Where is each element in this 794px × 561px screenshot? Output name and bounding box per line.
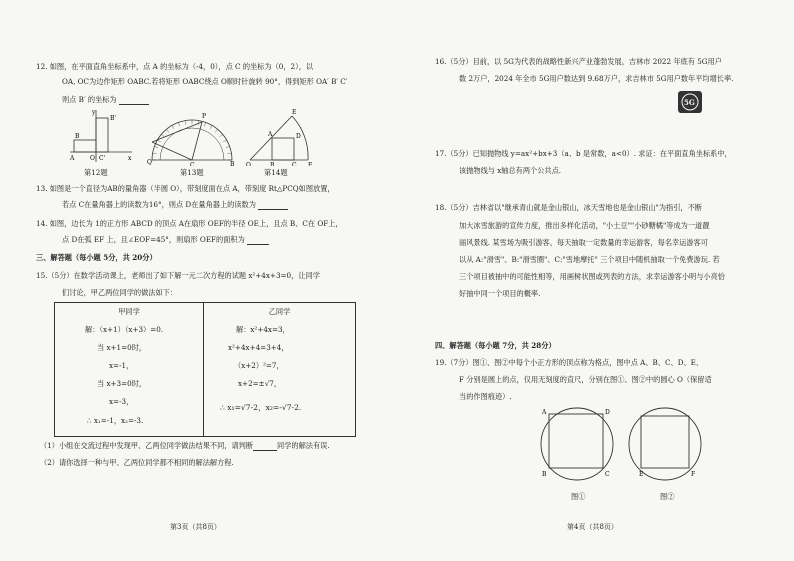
q15-line1: 15.（5分）在数学活动课上，老师出了如下解一元二次方程的试题 x²+4x+3=0，让同学	[36, 271, 320, 280]
svg-text:E: E	[292, 109, 297, 116]
svg-text:B: B	[75, 133, 80, 140]
solutions-box	[54, 302, 356, 437]
jia-title: 甲同学	[118, 307, 140, 316]
fig2-caption: 图②	[660, 492, 675, 501]
q18-line4: 以从 A:"滑雪"、B:"滑雪圈"、C:"雪地摩托" 三个项目中随机抽取一个免费游玩. 若	[459, 255, 720, 264]
section-3-title: 三、解答题（每小题 5分，共 20分）	[36, 253, 157, 262]
yi-line: x+2=±√7，	[238, 379, 282, 388]
svg-text:C: C	[605, 471, 610, 478]
q14-line1: 14. 如图，边长为 1的正方形 ABCD 的顶点 A在扇形 OEF的半径 OE上，且点 B、C在 OF上，	[36, 219, 343, 228]
q15-sub2: （2）请你选择一种与甲、乙两位同学都不相同的解法解方程.	[40, 458, 234, 467]
jia-line: x=-3，	[109, 397, 134, 406]
q16-line2: 数 2万户，2024 年全市 5G用户数达到 9.68万户，求吉林市 5G用户数年平均增长率.	[459, 74, 734, 83]
q12-line3: 则点 B′ 的坐标为	[62, 95, 149, 105]
jia-line: ∴ x₁=-1，x₂=-3.	[87, 416, 144, 425]
svg-text:A: A	[70, 155, 75, 162]
q12-line1: 12. 如图，在平面直角坐标系中，点 A 的坐标为（-4，0），点 C 的坐标为（0，2），以	[36, 62, 314, 71]
protractor-tick	[215, 129, 218, 132]
page-footer: 第3页（共8页）	[170, 523, 221, 531]
q18-line6: 好抽中同一个项目的概率.	[459, 289, 541, 298]
yi-title: 乙同学	[268, 307, 291, 316]
svg-text:F: F	[691, 471, 696, 478]
q18-line3: 丽风景线. 某雪场为吸引游客，每天抽取一定数量的幸运游客，每名幸运游客可	[459, 238, 708, 247]
protractor-tick	[204, 122, 205, 126]
protractor-tick	[226, 146, 230, 147]
svg-text:O: O	[246, 162, 251, 166]
fig1-caption: 图①	[571, 492, 586, 501]
svg-text:B': B'	[110, 115, 117, 122]
svg-text:C': C'	[99, 155, 106, 162]
figure-1-circle	[537, 402, 617, 484]
yi-line: x²+4x+4=3+4，	[228, 343, 289, 352]
q17-line2: 该抛物线与 x轴总有两个公共点.	[459, 166, 562, 175]
svg-text:B: B	[270, 162, 275, 166]
svg-text:D: D	[605, 409, 610, 416]
q19-line3: 当的作图痕迹）.	[459, 392, 512, 401]
svg-text:C: C	[190, 162, 195, 166]
svg-text:A: A	[268, 131, 273, 138]
fig13-caption: 第13题	[180, 168, 204, 177]
fig14-caption: 第14题	[264, 168, 288, 177]
yi-line: ∴ x₁=√7-2，x₂=-√7-2.	[220, 403, 302, 412]
protractor-tick	[178, 122, 179, 126]
jia-line: x=-1，	[109, 361, 134, 370]
protractor-tick	[185, 121, 186, 125]
svg-text:D: D	[296, 133, 301, 140]
figure-13	[146, 106, 236, 166]
protractor-tick	[198, 121, 199, 125]
protractor-tick	[172, 125, 174, 128]
figure-2-circle	[623, 402, 705, 484]
section-4-title: 四、解答题（每小题 7分，共 28分）	[435, 341, 556, 350]
protractor-tick	[227, 153, 231, 154]
q17-line1: 17.（5分）已知抛物线 y=ax²+bx+3（a、b 是常数，a<0）. 求证：在平面直角坐标系中，	[435, 149, 732, 158]
jia-line: 解：（x+1）（x+3）=0.	[85, 325, 164, 334]
q18-line1: 18.（5分）吉林省以"继承青山就是金山银山，冰天雪地也是金山银山"为指引，不断	[435, 203, 702, 212]
q18-line5: 三个项目被抽中的可能性相等，用画树状图或列表的方法，求幸运游客小明与小亮恰	[459, 272, 725, 281]
q13-line1: 13. 如图是一个直径为AB的量角器（半圆 O），带刻度面在点 A，带刻度 Rt△PCQ如图放置，	[36, 184, 335, 193]
q19-line2: F 分别是圆上的点，仅用无刻度的直尺，分别在图①、图②中的圆心 O（保留适	[459, 375, 712, 384]
jia-line: 当 x+1=0时，	[97, 343, 147, 352]
q18-line2: 加大冰雪旅游的宣传力度，推出多样化活动，"小土豆""小砂糖橘"等成为一道靓	[459, 221, 710, 230]
protractor-tick	[161, 134, 164, 137]
svg-text:O: O	[90, 155, 95, 162]
svg-text:P: P	[202, 113, 207, 120]
svg-text:Q: Q	[147, 159, 152, 166]
figure-14	[246, 106, 316, 166]
protractor-tick	[153, 153, 157, 154]
q15-line2: 们讨论，甲乙两位同学的做法如下：	[62, 288, 178, 297]
fig12-caption: 第12题	[84, 168, 108, 177]
q13-line2: 若点 C在量角器上的读数为16°，则点 D在量角器上的读数为	[62, 200, 288, 210]
protractor-tick	[220, 134, 223, 137]
jia-solution	[55, 303, 203, 436]
protractor-tick	[166, 129, 169, 132]
svg-text:F: F	[308, 162, 313, 166]
jia-line: 当 x+3=0时，	[97, 379, 147, 388]
svg-text:A: A	[542, 409, 547, 416]
right-page	[397, 0, 794, 561]
5g-stamp	[677, 90, 703, 114]
svg-text:y: y	[92, 109, 96, 116]
svg-text:B: B	[542, 471, 547, 478]
figure-12	[66, 108, 134, 166]
svg-text:E: E	[639, 471, 644, 478]
page-footer: 第4页（共8页）	[567, 523, 618, 531]
svg-text:C: C	[292, 162, 297, 166]
svg-text:x: x	[128, 155, 132, 162]
svg-text:B: B	[230, 161, 235, 166]
protractor-tick	[157, 140, 160, 142]
stamp-text: 5G	[684, 98, 695, 107]
protractor-tick	[154, 146, 158, 147]
q12-line2: OA, OC为边作矩形 OABC.若将矩形 OABC绕点 O顺时针旋转 90°，得到矩形 OA′ B′ C′	[62, 77, 348, 86]
yi-solution	[204, 303, 355, 436]
yi-line: 解：x²+4x=3，	[236, 325, 290, 334]
q15-sub1: （1）小组在交流过程中发现甲、乙两位同学做法结果不同，请判断 同学的解法有误.	[40, 441, 330, 450]
q16-line1: 16.（5分）目前，以 5G为代表的战略性新兴产业蓬勃发展，吉林市 2022 年底有 5G用户	[435, 57, 722, 66]
yi-line: （x+2）²=7，	[234, 361, 284, 370]
protractor-tick	[210, 125, 212, 128]
protractor-tick	[223, 140, 226, 142]
q19-line1: 19.（7分）图①、图②中每个小正方形的顶点称为格点，图中点 A、B、C、D、E、	[435, 358, 704, 367]
q14-line2: 点 D在弧 EF 上，且∠EOF=45°，则扇形 OEF的面积为	[62, 235, 269, 245]
